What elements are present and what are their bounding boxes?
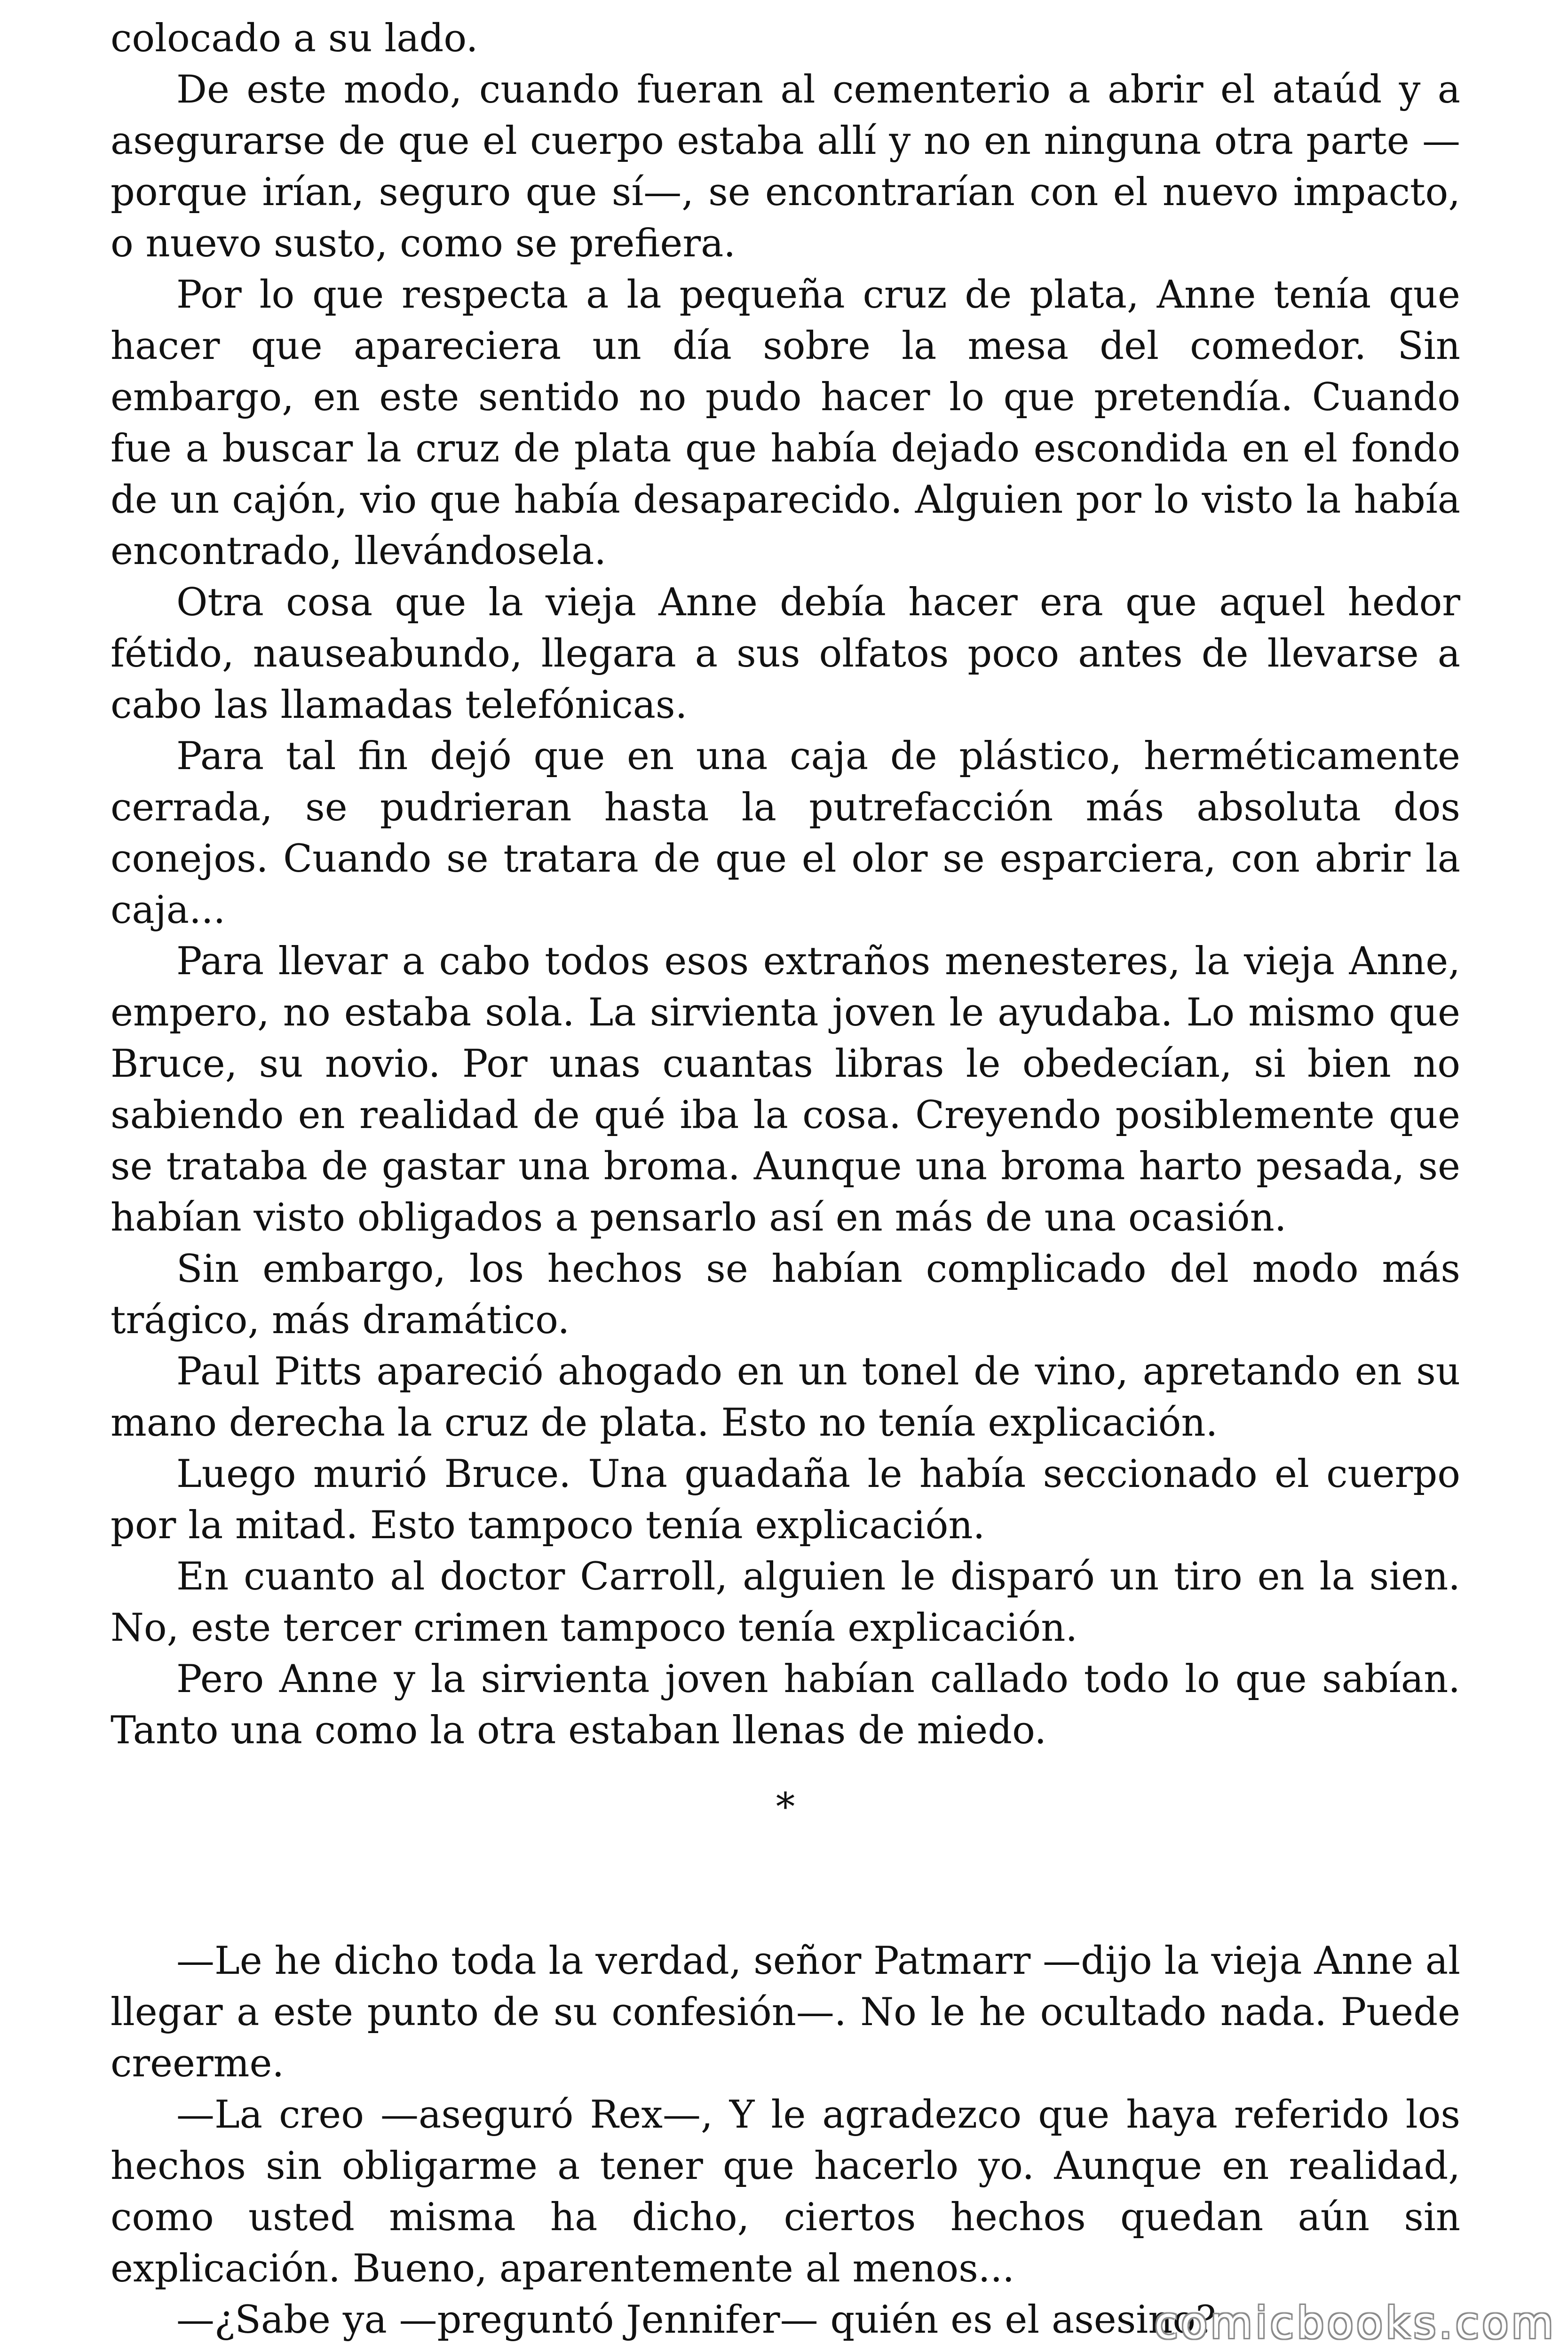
paragraph: De este modo, cuando fueran al cementerio a abrir el ataúd y a asegurarse de que el cuerpo estaba allí y no en ninguna otra parte —porque irían, seguro que sí—, se encontrarían con el nuevo impacto, o nuevo susto, como se prefiera.: [111, 68, 1460, 266]
section-separator: *: [776, 1785, 795, 1829]
paragraph: Sin embargo, los hechos se habían complicado del modo más trágico, más dramático.: [111, 1247, 1460, 1343]
watermark: comicbooks.com: [1154, 2298, 1556, 2348]
paragraph: Pero Anne y la sirvienta joven habían callado todo lo que sabían. Tanto una como la otra estaban llenas de miedo.: [111, 1657, 1460, 1753]
paragraph: Paul Pitts apareció ahogado en un tonel de vino, apretando en su mano derecha la cruz de plata. Esto no tenía explicación.: [111, 1350, 1460, 1445]
dialogue-paragraph: —Le he dicho toda la verdad, señor Patmarr —dijo la vieja Anne al llegar a este punto de su confesión—. No le he ocultado nada. Puede creerme.: [111, 1939, 1460, 2086]
paragraph: Para tal fin dejó que en una caja de plástico, herméticamente cerrada, se pudrieran hasta la putrefacción más absoluta dos conejos. Cuando se tratara de que el olor se esparciera, con abrir la caja...: [111, 734, 1460, 932]
dialogue-paragraph: —La creo —aseguró Rex—, Y le agradezco que haya referido los hechos sin obligarme a tener que hacerlo yo. Aunque en realidad, como usted misma ha dicho, ciertos hechos quedan aún sin explicación. Bueno, aparentemente al menos...: [111, 2093, 1460, 2291]
paragraph: Para llevar a cabo todos esos extraños menesteres, la vieja Anne, empero, no estaba sola. La sirvienta joven le ayudaba. Lo mismo que Bruce, su novio. Por unas cuantas libras le obedecían, si bien no sabiendo en realidad de qué iba la cosa. Creyendo posiblemente que se trataba de gastar una broma. Aunque una broma harto pesada, se habían visto obligados a pensarlo así en más de una ocasión.: [111, 939, 1460, 1240]
paragraph: En cuanto al doctor Carroll, alguien le disparó un tiro en la sien. No, este tercer crimen tampoco tenía explicación.: [111, 1555, 1460, 1650]
dialogue-paragraph: —¿Sabe ya —preguntó Jennifer— quién es el asesino?: [176, 2298, 1216, 2342]
paragraph: Otra cosa que la vieja Anne debía hacer era que aquel hedor fétido, nauseabundo, llegara a sus olfatos poco antes de llevarse a cabo las llamadas telefónicas.: [111, 580, 1460, 727]
paragraph: Por lo que respecta a la pequeña cruz de plata, Anne tenía que hacer que apareciera un día sobre la mesa del comedor. Sin embargo, en este sentido no pudo hacer lo que pretendía. Cuando fue a buscar la cruz de plata que había dejado escondida en el fondo de un cajón, vio que había desaparecido. Alguien por lo visto la había encontrado, llevándosela.: [111, 273, 1460, 573]
paragraph: Luego murió Bruce. Una guadaña le había seccionado el cuerpo por la mitad. Esto tampoco tenía explicación.: [111, 1452, 1460, 1548]
paragraph-continued: colocado a su lado.: [111, 16, 478, 61]
book-page-text: [111, 13, 1460, 2346]
